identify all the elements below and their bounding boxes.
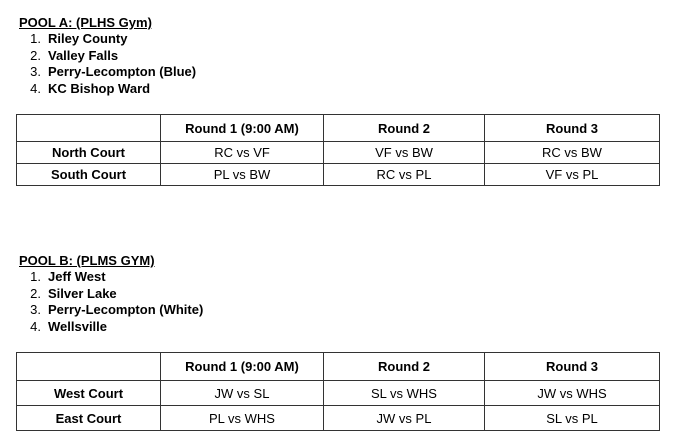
table-header-row: [17, 353, 660, 381]
court-name-cell: South Court: [17, 164, 161, 186]
court-name-cell: West Court: [17, 381, 161, 406]
team-number: 1.: [30, 269, 41, 284]
match-cell: PL vs WHS: [161, 406, 324, 431]
match-cell: RC vs BW: [485, 142, 660, 164]
table-row: [17, 164, 660, 186]
match-cell: SL vs WHS: [324, 381, 485, 406]
court-name-cell: East Court: [17, 406, 161, 431]
pool-a-title: POOL A: (PLHS Gym): [19, 15, 152, 30]
team-list-item: [19, 31, 196, 48]
pool-b-title: POOL B: (PLMS GYM): [19, 253, 155, 268]
table-row: [17, 142, 660, 164]
table-row: [17, 406, 660, 431]
team-list-item: [19, 269, 203, 286]
team-number: 1.: [30, 31, 41, 46]
team-list-item: [19, 48, 196, 65]
team-list-item: [19, 64, 196, 81]
header-cell-round-2: Round 2: [324, 115, 485, 142]
header-cell-round-2: Round 2: [324, 353, 485, 381]
table-row: [17, 381, 660, 406]
court-name-cell: North Court: [17, 142, 161, 164]
team-name: Perry-Lecompton (White): [48, 302, 204, 317]
match-cell: JW vs SL: [161, 381, 324, 406]
team-list-item: [19, 319, 203, 336]
header-cell-blank: [17, 353, 161, 381]
match-cell: JW vs PL: [324, 406, 485, 431]
pool-a-team-list: [19, 31, 196, 97]
pool-b-schedule-table: [16, 352, 660, 431]
header-cell-round-1: Round 1 (9:00 AM): [161, 353, 324, 381]
team-name: Riley County: [48, 31, 128, 46]
team-name: Silver Lake: [48, 285, 117, 301]
team-name: Perry-Lecompton (Blue): [48, 64, 197, 79]
pool-b-section: [19, 253, 203, 335]
team-name: KC Bishop Ward: [48, 80, 151, 96]
team-number: 4.: [30, 318, 41, 334]
header-cell-round-3: Round 3: [485, 353, 660, 381]
team-number: 2.: [30, 47, 41, 63]
match-cell: VF vs PL: [485, 164, 660, 186]
team-list-item: [19, 286, 203, 303]
team-name: Wellsville: [48, 318, 108, 334]
header-cell-round-3: Round 3: [485, 115, 660, 142]
table-header-row: [17, 115, 660, 142]
team-name: Jeff West: [48, 269, 106, 284]
team-number: 3.: [30, 64, 41, 79]
match-cell: RC vs VF: [161, 142, 324, 164]
match-cell: VF vs BW: [324, 142, 485, 164]
header-cell-round-1: Round 1 (9:00 AM): [161, 115, 324, 142]
match-cell: PL vs BW: [161, 164, 324, 186]
pool-b-team-list: [19, 269, 203, 335]
team-list-item: [19, 302, 203, 319]
match-cell: SL vs PL: [485, 406, 660, 431]
team-number: 2.: [30, 285, 41, 301]
pool-a-schedule-table: [16, 114, 660, 186]
team-number: 3.: [30, 302, 41, 317]
header-cell-blank: [17, 115, 161, 142]
match-cell: RC vs PL: [324, 164, 485, 186]
team-list-item: [19, 81, 196, 98]
pool-a-section: [19, 15, 196, 97]
team-name: Valley Falls: [48, 47, 119, 63]
team-number: 4.: [30, 80, 41, 96]
match-cell: JW vs WHS: [485, 381, 660, 406]
